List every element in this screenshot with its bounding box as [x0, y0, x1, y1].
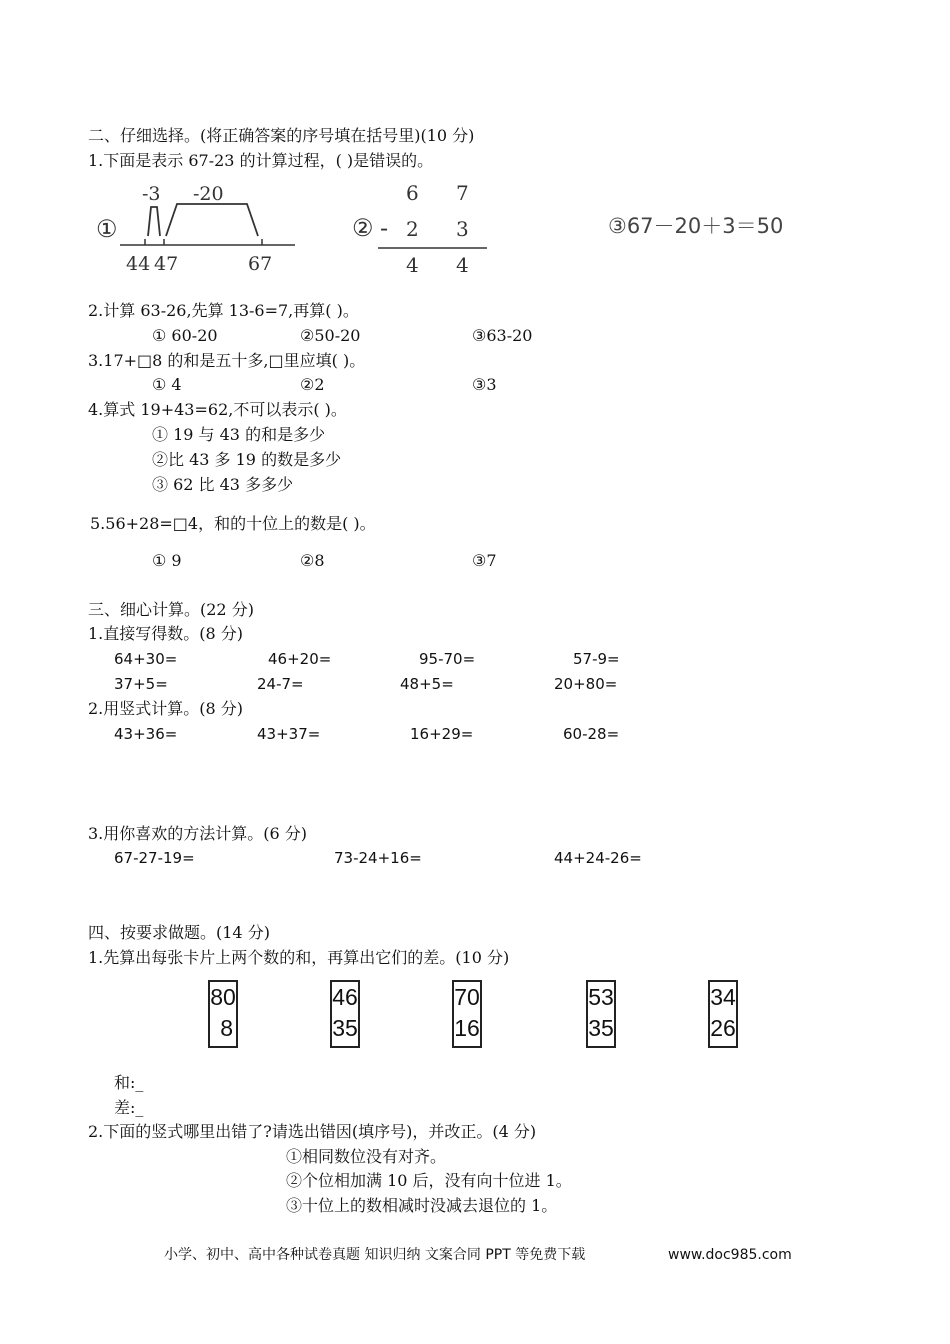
q3-1-text: 1.直接写得数。(8 分): [88, 624, 244, 643]
q2-5-option-1: ① 9: [152, 551, 182, 570]
card-bottom-number: 35: [332, 1015, 358, 1041]
bot-digit-tens: 4: [406, 253, 419, 277]
q4-1-text: 1.先算出每张卡片上两个数的和，再算出它们的差。(10 分): [88, 948, 510, 967]
number-line-svg: [90, 176, 305, 280]
footer-text: 小学、初中、高中各种试卷真题 知识归纳 文案合同 PPT 等免费下载: [164, 1247, 586, 1263]
minus-sign: -: [380, 214, 389, 242]
q2-1-text: 1.下面是表示 67-23 的计算过程，( )是错误的。: [88, 151, 434, 170]
tick-label-67: 67: [248, 253, 273, 275]
calc-item: 37+5=: [114, 675, 168, 693]
vertical-subtraction-svg: [350, 176, 500, 280]
number-card: [330, 980, 360, 1048]
card-bottom-number: 35: [588, 1015, 614, 1041]
q2-3-text: 3.17+□8 的和是五十多,□里应填( )。: [88, 351, 366, 370]
q2-2-text: 2.计算 63-26,先算 13-6=7,再算( )。: [88, 301, 359, 320]
calc-item: 95-70=: [419, 650, 476, 668]
section-3-title: 三、细心计算。(22 分): [88, 600, 254, 619]
card-top-number: 70: [454, 984, 480, 1010]
free-calc-item: 44+24-26=: [554, 849, 642, 867]
error-reason-3: ③十位上的数相减时没减去退位的 1。: [286, 1196, 558, 1215]
figure-number-line: [90, 176, 305, 280]
q2-4-option-1: ① 19 与 43 的和是多少: [152, 425, 326, 444]
q2-2-option-3: ③63-20: [472, 326, 533, 345]
q2-4-option-3: ③ 62 比 43 多多少: [152, 475, 294, 494]
q2-5-option-3: ③7: [472, 551, 497, 570]
calc-item: 46+20=: [268, 650, 332, 668]
sum-label: 和:_: [114, 1073, 144, 1092]
bot-digit-ones: 4: [456, 253, 469, 277]
number-card: [586, 980, 616, 1048]
jump-label-3: -3: [142, 183, 161, 205]
card-top-number: 80: [210, 984, 236, 1010]
q2-4-text: 4.算式 19+43=62,不可以表示( )。: [88, 400, 347, 419]
jump-label-20: -20: [193, 183, 224, 205]
jump-arc-20: [166, 204, 258, 236]
jump-arc-3: [148, 207, 160, 236]
q2-3-option-3: ③3: [472, 375, 497, 394]
number-card: [708, 980, 738, 1048]
number-card: [208, 980, 238, 1048]
error-reason-2: ②个位相加满 10 后，没有向十位进 1。: [286, 1171, 572, 1190]
calc-item: 20+80=: [554, 675, 618, 693]
vertical-calc-item: 43+37=: [257, 725, 321, 743]
q2-5-text: 5.56+28=□4，和的十位上的数是( )。: [90, 514, 376, 533]
q2-3-option-1: ① 4: [152, 375, 182, 394]
card-top-number: 34: [710, 984, 736, 1010]
vertical-calc-item: 43+36=: [114, 725, 178, 743]
q2-3-option-2: ②2: [300, 375, 325, 394]
card-bottom-number: 8: [220, 1015, 233, 1041]
mid-digit-ones: 3: [456, 217, 469, 241]
error-reason-1: ①相同数位没有对齐。: [286, 1147, 447, 1166]
q3-3-text: 3.用你喜欢的方法计算。(6 分): [88, 824, 308, 843]
footer-site-link[interactable]: www.doc985.com: [668, 1247, 792, 1263]
q2-5-option-2: ②8: [300, 551, 325, 570]
top-digit-ones: 7: [456, 181, 469, 205]
free-calc-item: 73-24+16=: [334, 849, 422, 867]
vertical-calc-item: 60-28=: [563, 725, 620, 743]
card-top-number: 53: [588, 984, 614, 1010]
section-4-title: 四、按要求做题。(14 分): [88, 923, 270, 942]
card-top-number: 46: [332, 984, 358, 1010]
q2-2-option-2: ②50-20: [300, 326, 361, 345]
calc-item: 48+5=: [400, 675, 454, 693]
number-card: [452, 980, 482, 1048]
calc-item: 24-7=: [257, 675, 304, 693]
card-bottom-number: 16: [454, 1015, 480, 1041]
figure-expression: ③67－20＋3＝50: [608, 214, 784, 238]
mid-digit-tens: 2: [406, 217, 419, 241]
tick-label-44: 44: [126, 253, 151, 275]
figure-vertical-subtraction: [350, 176, 500, 280]
tick-label-47: 47: [154, 253, 179, 275]
free-calc-item: 67-27-19=: [114, 849, 195, 867]
fig1-marker: ①: [96, 215, 118, 243]
fig2-marker: ②: [352, 214, 374, 242]
difference-label: 差:_: [114, 1098, 144, 1117]
top-digit-tens: 6: [406, 181, 419, 205]
q4-2-text: 2.下面的竖式哪里出错了?请选出错因(填序号)，并改正。(4 分): [88, 1122, 537, 1141]
q2-2-option-1: ① 60-20: [152, 326, 218, 345]
q2-4-option-2: ②比 43 多 19 的数是多少: [152, 450, 342, 469]
vertical-calc-item: 16+29=: [410, 725, 474, 743]
q3-2-text: 2.用竖式计算。(8 分): [88, 699, 244, 718]
calc-item: 57-9=: [573, 650, 620, 668]
section-2-title: 二、仔细选择。(将正确答案的序号填在括号里)(10 分): [88, 126, 475, 145]
card-bottom-number: 26: [710, 1015, 736, 1041]
calc-item: 64+30=: [114, 650, 178, 668]
